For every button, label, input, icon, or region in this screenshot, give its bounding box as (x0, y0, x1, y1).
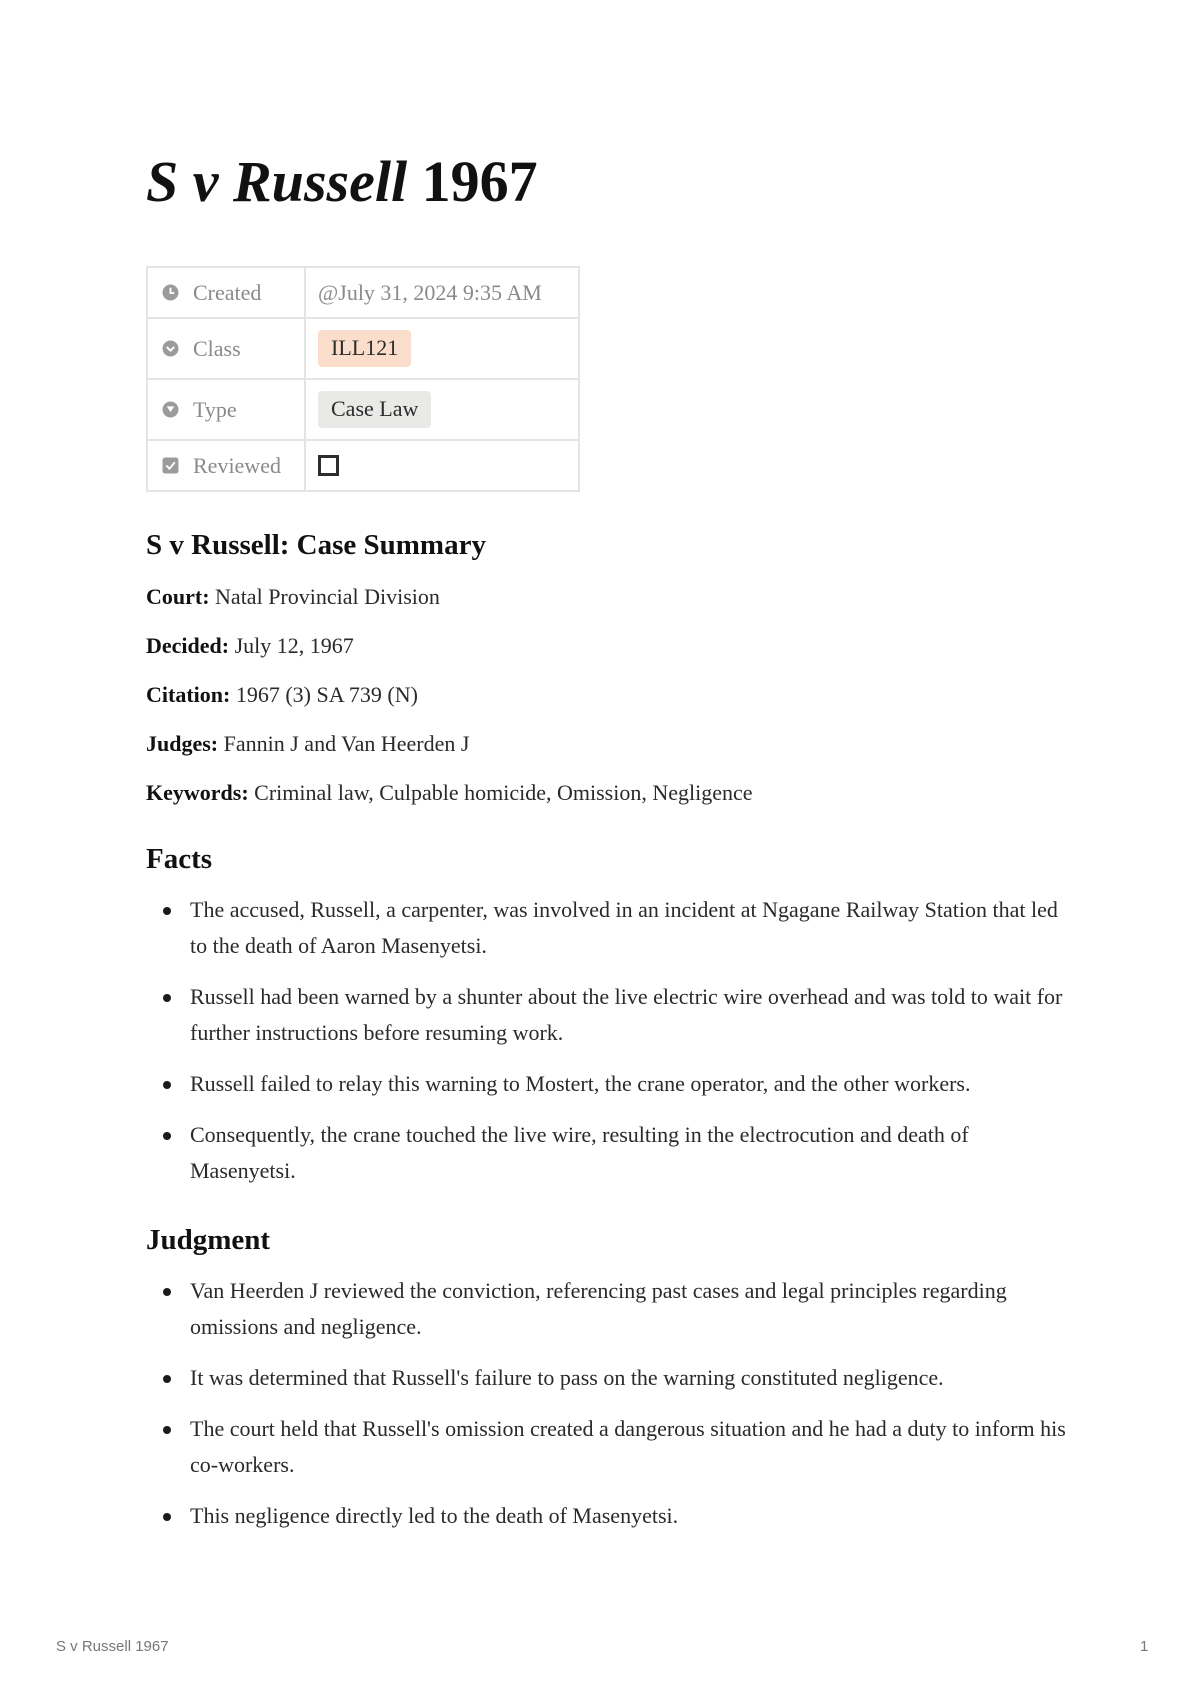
bullet-dot (163, 1513, 171, 1521)
list-item (146, 1273, 1066, 1345)
property-key: Created (193, 279, 262, 305)
field-value: July 12, 1967 (234, 633, 354, 658)
summary-heading: S v Russell: Case Summary (146, 529, 486, 561)
property-key: Type (193, 396, 237, 422)
created-date-value: @July 31, 2024 9:35 AM (318, 279, 542, 305)
list-item (146, 1411, 1066, 1483)
facts-heading: Facts (146, 843, 213, 875)
field-label: Keywords: (146, 780, 249, 805)
list-item-text: It was determined that Russell's failure to pass on the warning constituted negligence. (190, 1365, 944, 1390)
property-key: Reviewed (193, 452, 281, 478)
title-year: 1967 (421, 149, 538, 214)
property-row-class (147, 318, 579, 379)
field-label: Court: (146, 584, 210, 609)
list-item-text: Van Heerden J reviewed the conviction, referencing past cases and legal principles regarding omissions and negligence. (190, 1278, 1007, 1339)
class-tag[interactable]: ILL121 (318, 330, 411, 367)
bullet-dot (163, 1081, 171, 1089)
bullet-dot (163, 1375, 171, 1383)
property-key: Class (193, 335, 241, 361)
title-case-name: S v Russell (146, 149, 408, 214)
bullet-dot (163, 994, 171, 1002)
field-value: Fannin J and Van Heerden J (223, 731, 470, 756)
field-label: Citation: (146, 682, 231, 707)
list-item (146, 1498, 1066, 1534)
court-field (146, 584, 440, 610)
reviewed-checkbox[interactable] (318, 455, 339, 476)
list-item-text: Consequently, the crane touched the live wire, resulting in the electrocution and death of Masenyetsi. (190, 1122, 969, 1183)
list-item-text: This negligence directly led to the death of Masenyetsi. (190, 1503, 679, 1528)
decided-field (146, 633, 354, 659)
page-title (146, 146, 538, 218)
list-item (146, 1360, 1066, 1396)
judgment-heading: Judgment (146, 1224, 271, 1256)
list-item (146, 1066, 1066, 1102)
list-item (146, 979, 1066, 1051)
keywords-field (146, 780, 753, 806)
select-icon (162, 340, 179, 357)
bullet-dot (163, 1288, 171, 1296)
field-value: Natal Provincial Division (215, 584, 440, 609)
footer-page-number: 1 (1140, 1638, 1149, 1655)
field-value: Criminal law, Culpable homicide, Omission, Negligence (254, 780, 753, 805)
property-row-type (147, 379, 579, 440)
field-value: 1967 (3) SA 739 (N) (235, 682, 418, 707)
footer-doc-title: S v Russell 1967 (56, 1638, 169, 1655)
bullet-dot (163, 1426, 171, 1434)
list-item-text: Russell had been warned by a shunter about the live electric wire overhead and was told to wait for further instructions before resuming work. (190, 984, 1063, 1045)
type-tag[interactable]: Case Law (318, 391, 431, 428)
properties-table (146, 266, 580, 492)
bullet-dot (163, 907, 171, 915)
list-item (146, 1117, 1066, 1189)
property-row-created (147, 267, 579, 318)
judgment-list (146, 1273, 1066, 1549)
list-item (146, 892, 1066, 964)
clock-icon (162, 284, 179, 301)
multi-select-icon (162, 401, 179, 418)
citation-field (146, 682, 418, 708)
field-label: Decided: (146, 633, 230, 658)
facts-list (146, 892, 1066, 1204)
checkbox-icon (162, 457, 179, 474)
field-label: Judges: (146, 731, 219, 756)
judges-field (146, 731, 469, 757)
list-item-text: The accused, Russell, a carpenter, was involved in an incident at Ngagane Railway Station that led to the death of Aaron Masenyetsi. (190, 897, 1058, 958)
property-row-reviewed (147, 440, 579, 491)
list-item-text: Russell failed to relay this warning to Mostert, the crane operator, and the other workers. (190, 1071, 971, 1096)
list-item-text: The court held that Russell's omission created a dangerous situation and he had a duty to inform his co-workers. (190, 1416, 1066, 1477)
bullet-dot (163, 1132, 171, 1140)
